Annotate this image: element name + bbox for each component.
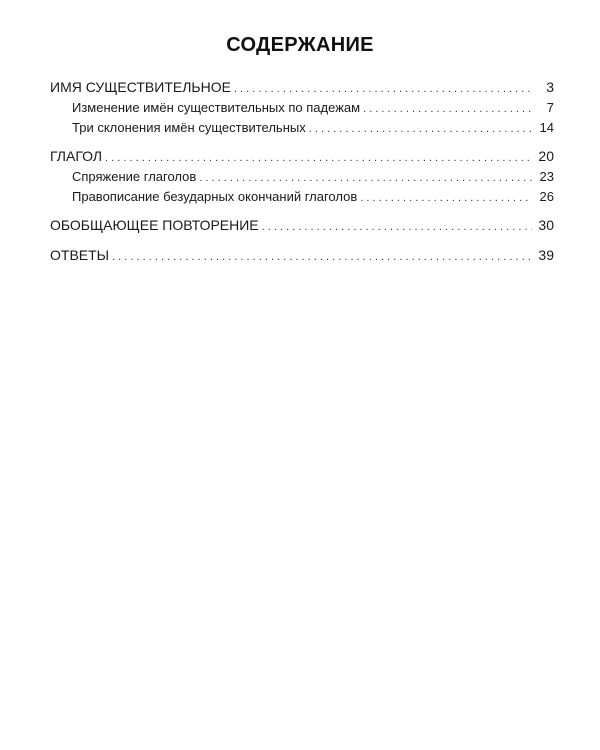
page-title: СОДЕРЖАНИЕ [226, 34, 374, 56]
toc-entry-label: ОБОБЩАЮЩЕЕ ПОВТОРЕНИЕ [50, 217, 259, 233]
toc-entry-label: ОТВЕТЫ [50, 247, 110, 263]
toc-entry-label: Спряжение глаголов [72, 169, 197, 184]
toc-entry-label: ИМЯ СУЩЕСТВИТЕЛЬНОЕ [50, 79, 231, 95]
toc-entry-label: Правописание безударных окончаний глаголов [72, 189, 358, 204]
dot-leader [360, 189, 532, 207]
toc-entry-verb-endings[interactable] [72, 188, 554, 207]
toc-entry-label: Три склонения имён существительных [72, 120, 306, 135]
toc-entry-noun-declensions[interactable] [72, 119, 554, 138]
toc-entry-noun[interactable] [50, 78, 554, 98]
toc-entry-review[interactable] [50, 216, 554, 236]
toc-entry-page: 39 [538, 247, 554, 263]
toc-entry-label: ГЛАГОЛ [50, 148, 103, 164]
toc-entry-noun-cases[interactable] [72, 99, 554, 118]
toc-entry-page: 3 [546, 79, 554, 95]
dot-leader [199, 169, 532, 187]
dot-leader [309, 120, 532, 138]
toc-entry-page: 7 [546, 100, 554, 115]
toc-entry-page: 26 [539, 189, 554, 204]
toc-entry-page: 23 [539, 169, 554, 184]
toc-entry-page: 20 [538, 148, 554, 164]
toc-entry-label: Изменение имён существительных по падежам [72, 100, 361, 115]
toc-entry-page: 30 [538, 217, 554, 233]
toc-entry-verb[interactable] [50, 147, 554, 167]
table-of-contents [50, 0, 554, 750]
dot-leader [105, 149, 532, 167]
dot-leader [363, 100, 532, 118]
dot-leader [234, 80, 532, 98]
dot-leader [112, 248, 532, 266]
toc-entry-verb-conjugation[interactable] [72, 168, 554, 187]
toc-entry-page: 14 [539, 120, 554, 135]
toc-entry-answers[interactable] [50, 246, 554, 266]
dot-leader [262, 218, 532, 236]
